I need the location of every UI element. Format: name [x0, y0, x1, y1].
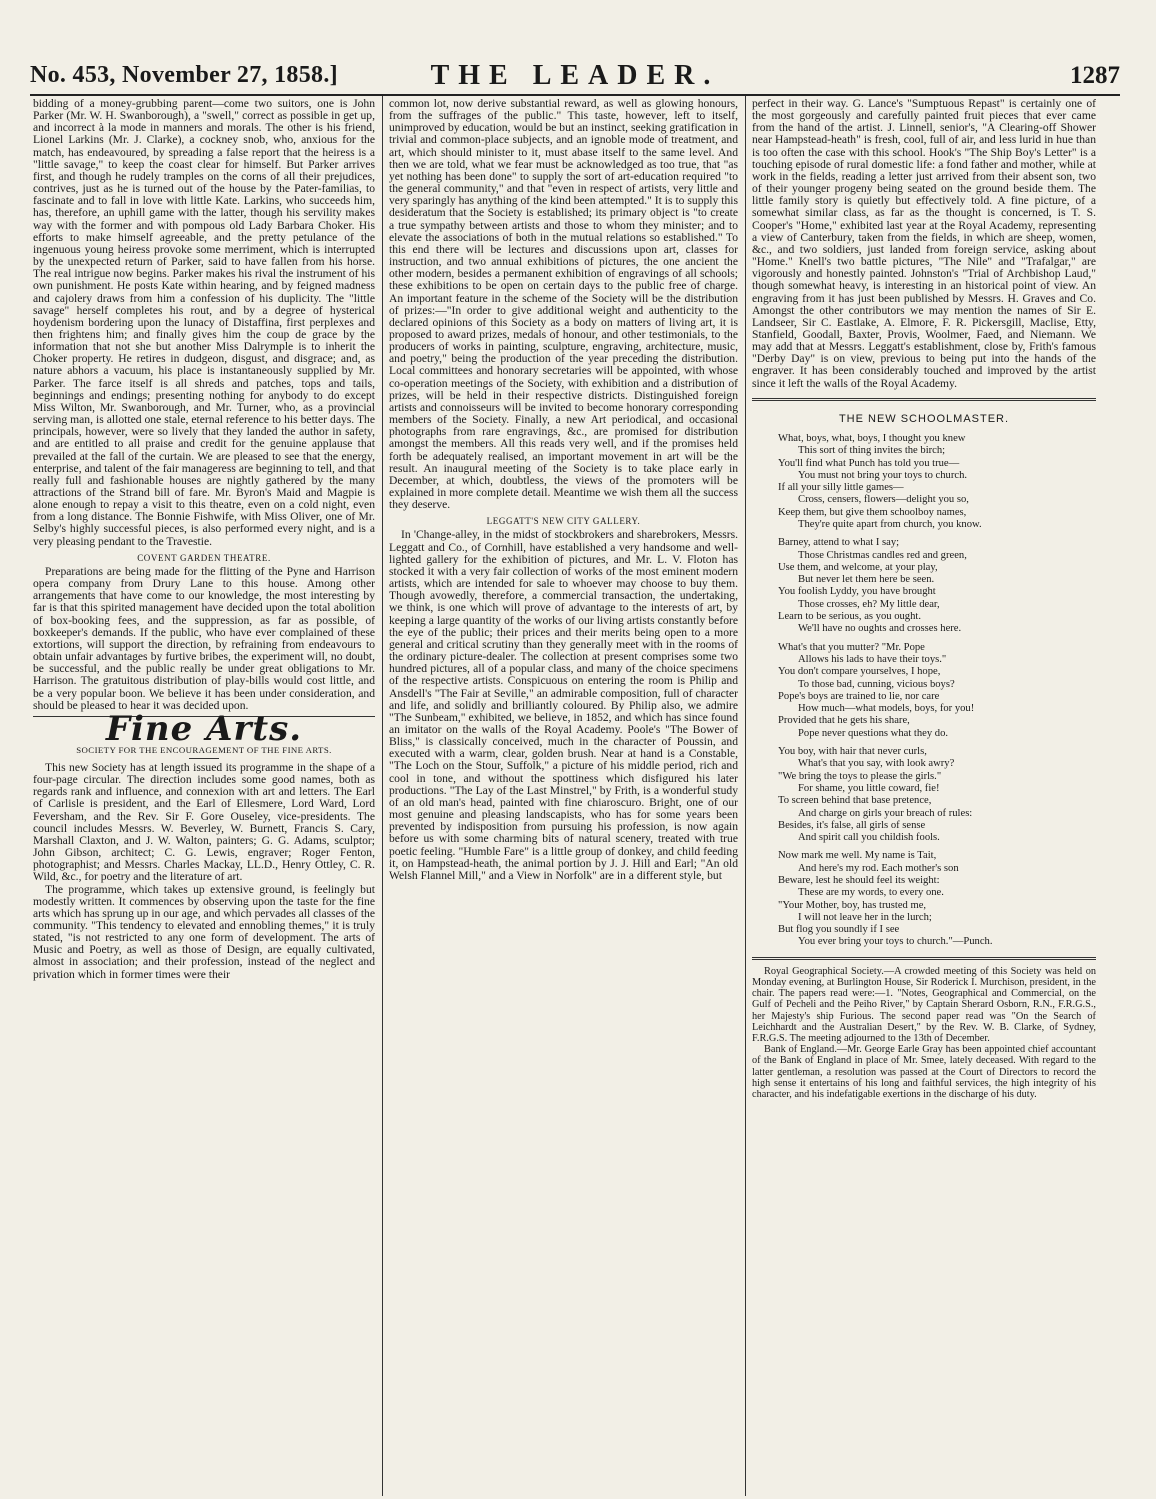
poem-line: To screen behind that base pretence, [778, 795, 932, 807]
poem-line: To those bad, cunning, vicious boys? [798, 678, 955, 690]
poem-line: You ever bring your toys to church."—Punch. [798, 936, 993, 948]
poem-line: "We bring the toys to please the girls." [778, 770, 942, 782]
poem-line: And charge on girls your breach of rules: [798, 807, 973, 819]
gallery-continued-text: perfect in their way. G. Lance's "Sumptuous Repast" is certainly one of the most gorgeously and carefully painted fruit pieces that ever came from the hand of the artist. J. Linnell, senior's, "A Clearing-off Shower near Hampstead-heath" is fresh, cool, full of air, and less lurid in hue than is too often the case with this school. Hook's "The Ship Boy's Letter" is a touching episode of rural domestic life: a fond father and mother, while at work in the fields, reading a letter just arrived from their absent son, two of their younger progeny being seated on the ground beside them. The little family story is quietly but effectively told. A fine picture, of a somewhat similar class, as far as the thought is concerned, is T. S. Cooper's "Home," exhibited last year at the Royal Academy, representing a view of Canterbury, taken from the fields, in which are sheep, women, &c., and two soldiers, just landed from foreign service, asking about "Home." Knell's two battle pictures, "The Nile" and "Trafalgar," are vigorously and honestly painted. Johnston's "Trial of Archbishop Laud," though somewhat heavy, is interesting in an historical point of view. An engraving from it has just been published by Messrs. H. Graves and Co. Amongst the other contributors we may mention the names of Sir E. Landseer, Sir C. Eastlake, A. Elmore, F. R. Pickersgill, Maclise, Etty, Stanfield, Goodall, Baxter, Provis, Woolmer, Faed, and Niemann. We may add that at Messrs. Leggatt's establishment, close by, Frith's famous "Derby Day" is on view, previous to being put into the hands of the engraver. It has been considerably touched and improved by the artist since it left the walls of the Royal Academy. [752, 97, 1096, 390]
covent-garden-heading: COVENT GARDEN THEATRE. [137, 552, 271, 563]
poem-line: Learn to be serious, as you ought. [778, 611, 921, 623]
society-heading: SOCIETY FOR THE ENCOURAGEMENT OF THE FINE ARTS. [76, 744, 332, 755]
poem-line: You'll find what Punch has told you true— [778, 457, 960, 469]
poem-line: Use them, and welcome, at your play, [778, 561, 938, 573]
poem-line: Keep them, but give them schoolboy names, [778, 506, 967, 518]
poem-line: "Your Mother, boy, has trusted me, [778, 899, 927, 911]
society-paragraph-2: The programme, which takes up extensive ground, is feelingly but modestly written. It commences by observing upon the taste for the fine arts which has sprung up in our age, and which pervades all classes of the community. "This tendency to elevated and ennobling themes," it is truly stated, "is not restricted to any one form of development. The arts of Music and Poetry, as well as those of Design, are equally cultivated, almost in association; and their profession, instead of the neglect and privation which in former times were their [33, 882, 375, 981]
poem-line: These are my words, to every one. [798, 887, 944, 899]
issue-line: No. 453, November 27, 1858.] [30, 62, 338, 88]
poem-line: Allows his lads to have their toys." [798, 653, 947, 665]
column-divider-2 [745, 96, 746, 1496]
leggatt-text: In 'Change-alley, in the midst of stockbrokers and sharebrokers, Messrs. Leggatt and Co., of Cornhill, have established a very handsome and well-lighted gallery for the exhibition of pictures, and Mr. L. V. Floton has stocked it with a very fair collection of works of the most eminent modern artists, which are intended for sale to whoever may choose to buy them. Though avowedly, therefore, a commercial transaction, the undertaking, we think, is one which will prove of advantage to the interests of art, by keeping a large quantity of the works of our living artists constantly before the eye of the public; their prices and their merits being open to a more general and critical scrutiny than they generally meet with in the rooms of the ordinary picture-dealer. The collection at present comprises some two hundred pictures, all of a popular class, and many of the choice specimens of the respective artists. Conspicuous on entering the room is Philip and Ansdell's "The Fair at Seville," an admirable composition, full of character and life, and solidly and brilliantly coloured. By Philip also, we admire "The Sunbeam," exhibited, we believe, in 1852, and which has since found an imitator on the walls of the Royal Academy. Poole's "The Bower of Bliss," is classically conceived, much in the character of Poussin, and executed with a warm, clear, golden brush. Near at hand is a Constable, "The Loch on the Stour, Suffolk," a picture of his middle period, rich and cool in tone, and without the spottiness which disfigured his later productions. "The Lay of the Last Minstrel," by Frith, is a wonderful study of an old man's head, painted with fine chiaroscuro. Bright, one of our most genuine and pleasing landscapists, who has for some years been prevented by indisposition from pursuing his profession, is now again before us with some charming bits of natural scenery, treated with true poetic feeling. "Humble Fare" is a little group of donkey, and child feeding it, on Hampstead-heath, the animal portion by J. J. Hill and Earl; "An old Welsh Flannel Mill," and a View in Norfolk" are in a different style, but [389, 528, 738, 882]
society-continued-text: common lot, now derive substantial reward, as well as glowing honours, from the suffrages of the public." This taste, however, left to itself, unimproved by education, would be but an instinct, seeking gratification in trivial and common-place subjects, and an ignoble mode of treatment, and art, which should minister to it, must abase itself to the same level. And then we are told, what we fear must be acknowledged as too true, that "as yet nothing has been done" to supply the sort of art-education required "to the general community," and that "even in respect of artists, very little and very sparingly has anything of the kind been attempted." It is to supply this desideratum that the Society is established; its primary object is "to create a true sympathy between artists and those to whom they minister; and to elevate the associations of both in the mutual relations so established." To this end there will be lectures and discussions upon art, classes for instruction, and two annual exhibitions of pictures, the one ancient the other modern, besides a permanent exhibition of engravings of all schools; these exhibitions to be open on certain days to the public free of charge. An important feature in the scheme of the Society will be the distribution of prizes:—"In order to give additional weight and authenticity to the declared opinions of this Society as a body on matters of living art, it is proposed to award prizes, medals of honour, and other testimonials, to the producers of works in painting, sculpture, engraving, architecture, music, and poetry," being the production of the year preceding the distribution. Local committees and honorary secretaries will be appointed, with whose co-operation meetings of the Society, with exhibition and a distribution of prizes, will be held in their respective districts. Distinguished foreign artists and connoisseurs will be invited to become honorary corresponding members of the Society. Finally, a new Art periodical, and occasional photographs from rare engravings, &c., are promised for distribution amongst the members. All this reads very well, and if the promises held forth be adequately realised, an important movement in art will be the result. An inaugural meeting of the Society is to take place early in December, at which, doubtless, the views of the promoters will be explained in more complete detail. Meantime we wish them all the success they deserve. [389, 97, 738, 512]
poem-line: You don't compare yourselves, I hope, [778, 666, 941, 678]
poem-stanza [752, 850, 1096, 948]
poem-line: I will not leave her in the lurch; [798, 911, 932, 923]
poem-line: How much—what models, boys, for you! [798, 703, 975, 715]
bank-of-england-text: Bank of England.—Mr. George Earle Gray has been appointed chief accountant of the Bank of England in place of Mr. Smee, lately deceased. With regard to the latter gentleman, a resolution was passed at the Court of Directors to record the high sense it entertains of his long and faithful services, the high integrity of his character, and his indefatigable exertions in the discharge of his duty. [752, 1044, 1096, 1101]
poem-line: Besides, it's false, all girls of sense [778, 819, 926, 831]
column-2 [389, 98, 738, 882]
column-divider-1 [382, 96, 383, 1496]
poem-line: Provided that he gets his share, [778, 715, 910, 727]
poem-line: What's that you say, with look awry? [798, 758, 955, 770]
heading-ornament [189, 758, 219, 759]
poem-line: Barney, attend to what I say; [778, 537, 900, 549]
column-1 [33, 98, 375, 981]
poem-line: They're quite apart from church, you know. [798, 518, 982, 530]
society-paragraph-1: This new Society has at length issued its programme in the shape of a four-page circular. The direction includes some good names, both as regards rank and influence, and connexion with art and letters. The Earl of Carlisle is president, and the Earl of Ellesmere, Lord Ward, Lord Feversham, and the Rev. Sir F. Gore Ouseley, vice-presidents. The council includes Messrs. W. Beverley, W. Burnett, Francis S. Cary, Marshall Claxton, and J. W. Walton, painters; G. G. Adams, sculptor; John Gibson, architect; C. G. Lewis, engraver; Roger Fenton, photographist; and Messrs. Charles Mackay, LL.D., Henry Ottley, C. R. Wild, &c., for poetry and the literature of art. [33, 760, 375, 884]
poem-line: Cross, censers, flowers—delight you so, [798, 494, 969, 506]
poem-line: But flog you soundly if I see [778, 924, 900, 936]
poem-line: What, boys, what, boys, I thought you knew [778, 432, 966, 444]
poem-line: You boy, with hair that never curls, [778, 746, 927, 758]
geographical-society-text: Royal Geographical Society.—A crowded meeting of this Society was held on Monday evening, at Burlington House, Sir Roderick I. Murchison, president, in the chair. The papers read were:—1. "Notes, Geographical and Commercial, on the Gulf of Pecheli and the Peiho River," by Captain Sherard Osborn, R.N., F.R.G.S., her Majesty's ship Furious. The second paper read was "On the Search of Leichhardt and the Australian Desert," by the Rev. W. B. Clarke, of Sydney, F.R.G.S. The meeting adjourned to the 13th of December. [752, 965, 1096, 1044]
section-rule-double-2 [752, 957, 1096, 960]
header-rule [30, 94, 1120, 96]
poem-line: And spirit call you childish fools. [798, 832, 940, 844]
poem-line: If all your silly little games— [778, 482, 904, 494]
poem-line: This sort of thing invites the birch; [798, 445, 946, 457]
section-rule-double [752, 398, 1096, 401]
newspaper-title: THE LEADER. [430, 60, 720, 91]
poem-stanza [752, 642, 1096, 740]
poem-line: Now mark me well. My name is Tait, [778, 850, 937, 862]
column-3 [752, 98, 1096, 1100]
poem-line: For shame, you little coward, fie! [798, 782, 940, 794]
leggatt-heading: LEGGATT'S NEW CITY GALLERY. [486, 516, 641, 527]
poem-line: We'll have no oughts and crosses here. [798, 623, 962, 635]
poem-line: And here's my rod. Each mother's son [798, 862, 959, 874]
poem [752, 433, 1096, 949]
poem-stanza [752, 746, 1096, 844]
strand-review-text: bidding of a money-grubbing parent—come two suitors, one is John Parker (Mr. W. H. Swanborough), a "swell," correct as possible in get up, and incorrect à la mode in manners and morals. The other is his friend, Lionel Larkins (Mr. J. Clarke), a cockney snob, who, anxious for the match, has endeavoured, by spreading a false report that the heiress is a "little savage," to keep the coast clear for himself. But Parker arrives first, and though he rudely tramples on the corns of all their prejudices, contrives, just as he is turned out of the house by the Pater-familias, to fascinate and to fall in love with little Kate. Larkins, who succeeds him, has, therefore, an uphill game with the latter, though his servility makes way with the former and with pompous old Lady Barbara Choker. His efforts to make himself agreeable, and the pretty petulance of the ingenuous young heiress provoke some merriment, which is interrupted by the unexpected return of Parker, said to have fallen from his horse. The real intrigue now begins. Parker makes his rival the instrument of his own punishment. He posts Kate within hearing, and by feigned madness and cajolery draws from him a confession of his duplicity. The "little savage" herself completes his rout, and by a degree of hysterical hoydenism bordering upon the lunacy of Distaffina, first perplexes and then frightens him; and finally gives him the coup de grace by the information that not she but another Miss Dalrymple is to inherit the Choker property. He retires in dudgeon, disgust, and disgrace; and, as nature abhors a vacuum, his place is instantaneously supplied by Mr. Parker. The farce itself is all shreds and patches, tops and tails, beginnings and endings; presenting nothing for anybody to do except Miss Wilton, Mr. Swanborough, and Mr. Turner, who, as a provincial serving man, is allotted one stale, eternal reference to his better days. The principals, however, were so lively that they landed the author in safety, and are entitled to all praise and credit for the genuine applause that prevailed at the fall of the curtain. We are pleased to see that the energy, enterprise, and talent of the fair manageress are beginning to tell, and that really full and fashionable houses are nightly gathered by the many attractions of the Strand bill of fare. Mr. Byron's Maid and Magpie is alone enough to repay a visit to this theatre, even on a cold night, even from a long distance. The Bonnie Fishwife, with Miss Oliver, one of Mr. Selby's highly successful pieces, is also performed every night, and is a very pleasing pendant to the Travestie. [33, 97, 375, 548]
poem-line: You must not bring your toys to church. [798, 469, 968, 481]
poem-line: Pope never questions what they do. [798, 727, 949, 739]
poem-title: THE NEW SCHOOLMASTER. [838, 412, 1010, 425]
poem-stanza [752, 537, 1096, 635]
page-number: 1287 [1070, 62, 1120, 89]
poem-line: Those crosses, eh? My little dear, [798, 598, 940, 610]
poem-line: But never let them here be seen. [798, 574, 935, 586]
masthead [30, 62, 1120, 98]
covent-garden-text: Preparations are being made for the flitting of the Pyne and Harrison opera company from Drury Lane to this house. Among other arrangements that have come to our knowledge, the most interesting by far is that this spirited management have decided upon the total abolition of box-booking fees, and the suppression, as far as possible, of boxkeeper's demands. If the public, who have ever complained of these extortions, will support the direction, by refraining from endeavours to obtain unfair advantages by furtive bribes, the experiment will, no doubt, be successful, and the public really be under great obligations to Mr. Harrison. The gratuitous distribution of play-bills would cost little, and be a very popular boon. We believe it has been under consideration, and should be pleased to hear it was decided upon. [33, 564, 375, 712]
poem-stanza [752, 433, 1096, 531]
poem-line: Pope's boys are trained to lie, nor care [778, 690, 940, 702]
poem-line: Beware, lest he should feel its weight: [778, 875, 940, 886]
fine-arts-heading: Fine Arts. [105, 708, 303, 749]
poem-line: Those Christmas candles red and green, [798, 549, 967, 561]
poem-line: You foolish Lyddy, you have brought [778, 586, 936, 598]
poem-line: What's that you mutter? "Mr. Pope [778, 641, 925, 653]
